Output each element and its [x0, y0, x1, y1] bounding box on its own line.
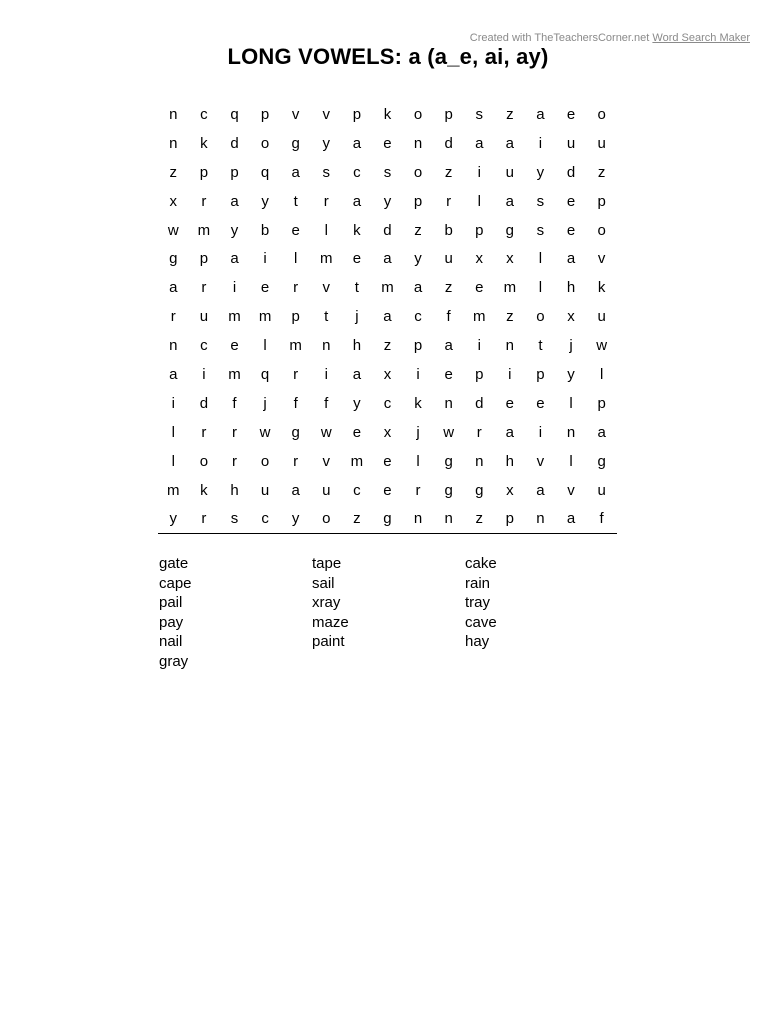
grid-letter: f: [232, 394, 237, 412]
grid-letter: w: [596, 337, 608, 355]
grid-letter: i: [416, 366, 420, 384]
grid-letter: o: [597, 106, 606, 123]
grid-letter: e: [383, 134, 392, 152]
grid-letter: c: [200, 106, 208, 123]
grid-row: [158, 332, 617, 361]
grid-letter: n: [413, 510, 423, 528]
grid-letter: r: [201, 510, 207, 528]
grid-letter: l: [477, 192, 481, 210]
word-column: [465, 554, 615, 652]
grid-letter: t: [324, 308, 329, 326]
grid-letter: t: [538, 337, 543, 355]
credit-line: [470, 32, 750, 44]
grid-letter: p: [536, 366, 545, 384]
grid-letter: a: [536, 481, 545, 499]
grid-letter: e: [566, 106, 576, 123]
grid-letter: o: [597, 221, 606, 239]
grid-letter: e: [475, 279, 484, 297]
grid-letter: e: [383, 481, 392, 499]
grid-letter: n: [475, 452, 484, 470]
grid-row: [158, 303, 617, 332]
grid-letter: u: [566, 134, 576, 152]
letter-grid: [158, 101, 617, 534]
grid-letter: y: [230, 221, 239, 239]
grid-letter: n: [566, 423, 576, 441]
grid-letter: u: [597, 134, 606, 152]
grid-letter: i: [508, 366, 512, 384]
grid-letter: j: [416, 423, 420, 441]
grid-letter: a: [566, 510, 576, 528]
grid-letter: a: [536, 106, 545, 123]
grid-letter: z: [383, 337, 392, 355]
grid-letter: m: [228, 308, 241, 326]
grid-letter: x: [169, 192, 178, 210]
grid-letter: a: [291, 481, 300, 499]
grid-letter: i: [538, 134, 543, 152]
grid-letter: p: [199, 250, 209, 268]
grid-letter: r: [415, 481, 421, 499]
grid-letter: r: [231, 423, 237, 441]
grid-letter: f: [293, 394, 298, 412]
grid-letter: a: [505, 423, 514, 441]
grid-letter: j: [263, 394, 267, 412]
grid-letter: f: [446, 308, 451, 326]
word-item: paint: [312, 633, 345, 650]
grid-letter: e: [566, 192, 576, 210]
grid-letter: n: [536, 510, 545, 528]
grid-letter: o: [260, 134, 270, 152]
grid-row: [158, 419, 617, 448]
grid-row: [158, 101, 617, 130]
grid-letter: p: [413, 337, 423, 355]
grid-letter: r: [201, 192, 207, 210]
grid-letter: d: [383, 221, 392, 239]
grid-row: [158, 274, 617, 303]
grid-letter: i: [202, 366, 206, 384]
grid-row: [158, 390, 617, 419]
grid-letter: x: [383, 423, 392, 441]
grid-letter: p: [475, 221, 484, 239]
grid-letter: y: [291, 510, 300, 528]
grid-letter: s: [383, 163, 392, 181]
grid-letter: a: [383, 308, 392, 326]
word-item: rain: [465, 574, 491, 592]
grid-letter: v: [597, 250, 606, 268]
grid-letter: k: [200, 481, 208, 499]
grid-letter: g: [475, 481, 484, 499]
grid-letter: a: [169, 279, 178, 297]
grid-letter: r: [170, 308, 176, 326]
grid-letter: v: [322, 452, 331, 470]
grid-letter: p: [505, 510, 514, 528]
grid-letter: g: [444, 452, 453, 470]
grid-letter: f: [324, 394, 329, 412]
grid-letter: l: [599, 366, 604, 384]
grid-letter: p: [260, 106, 270, 123]
grid-letter: l: [263, 337, 267, 355]
grid-letter: v: [291, 106, 300, 123]
grid-letter: r: [293, 279, 299, 297]
grid-letter: e: [291, 221, 300, 239]
word-item: sail: [312, 574, 335, 592]
grid-letter: e: [505, 394, 514, 412]
grid-row: [158, 361, 617, 390]
grid-letter: a: [383, 250, 392, 268]
grid-letter: g: [383, 510, 392, 528]
grid-divider: [158, 533, 617, 534]
grid-letter: l: [324, 221, 328, 239]
grid-letter: b: [444, 221, 453, 239]
grid-letter: a: [566, 250, 576, 268]
word-item: cape: [159, 574, 192, 592]
grid-letter: z: [414, 221, 422, 239]
grid-letter: a: [352, 134, 362, 152]
grid-letter: m: [472, 308, 486, 326]
grid-letter: e: [566, 221, 576, 239]
grid-letter: h: [566, 279, 576, 297]
grid-letter: i: [477, 163, 481, 181]
grid-letter: u: [260, 481, 270, 499]
grid-letter: f: [599, 510, 604, 528]
grid-letter: v: [536, 452, 545, 470]
grid-letter: s: [230, 510, 239, 528]
grid-letter: i: [171, 394, 175, 412]
grid-letter: a: [505, 192, 514, 210]
grid-letter: e: [444, 366, 453, 384]
grid-letter: y: [536, 163, 545, 181]
grid-letter: e: [260, 279, 270, 297]
grid-letter: c: [261, 510, 269, 528]
grid-letter: p: [597, 192, 606, 210]
grid-letter: o: [322, 510, 331, 528]
grid-letter: m: [289, 337, 302, 355]
grid-letter: y: [383, 192, 392, 210]
grid-letter: w: [259, 423, 271, 441]
grid-letter: l: [569, 394, 573, 412]
grid-letter: w: [167, 221, 179, 239]
grid-letter: n: [444, 394, 453, 412]
grid-letter: u: [444, 250, 453, 268]
word-item: maze: [312, 613, 349, 631]
grid-row: [158, 245, 617, 274]
grid-letter: c: [353, 163, 361, 181]
grid-letter: r: [476, 423, 482, 441]
grid-letter: r: [201, 279, 207, 297]
grid-letter: i: [263, 250, 267, 268]
grid-letter: p: [475, 366, 484, 384]
grid-letter: s: [536, 192, 545, 210]
grid-row: [158, 448, 617, 477]
grid-letter: r: [446, 192, 452, 210]
grid-letter: m: [381, 279, 394, 297]
grid-letter: w: [320, 423, 332, 441]
grid-letter: q: [260, 366, 270, 384]
grid-letter: y: [261, 192, 269, 210]
grid-letter: l: [171, 452, 175, 470]
grid-letter: g: [169, 250, 178, 268]
grid-letter: y: [414, 250, 422, 268]
grid-letter: p: [199, 163, 209, 181]
grid-letter: a: [444, 337, 453, 355]
grid-letter: w: [443, 423, 455, 441]
word-item: pail: [159, 594, 183, 611]
grid-letter: c: [383, 394, 392, 412]
grid-letter: r: [323, 192, 329, 210]
grid-letter: n: [413, 134, 423, 152]
grid-letter: t: [354, 279, 359, 297]
grid-letter: y: [567, 366, 575, 384]
grid-letter: n: [169, 106, 178, 123]
grid-letter: n: [169, 134, 178, 152]
grid-letter: a: [597, 423, 606, 441]
word-column: [312, 554, 462, 652]
grid-letter: x: [383, 366, 392, 384]
grid-letter: m: [258, 308, 272, 326]
grid-letter: a: [291, 163, 300, 181]
grid-letter: u: [199, 308, 209, 326]
grid-letter: p: [352, 106, 362, 123]
grid-letter: d: [230, 134, 239, 152]
grid-letter: k: [353, 221, 361, 239]
grid-letter: l: [569, 452, 573, 470]
grid-letter: a: [352, 366, 362, 384]
grid-letter: l: [171, 423, 175, 441]
grid-letter: a: [352, 192, 362, 210]
grid-letter: m: [197, 221, 211, 239]
grid-row: [158, 159, 617, 188]
grid-letter: g: [444, 481, 453, 499]
grid-letter: z: [353, 510, 361, 528]
grid-letter: x: [506, 481, 514, 499]
grid-letter: o: [199, 452, 209, 470]
grid-letter: i: [477, 337, 481, 355]
grid-letter: p: [444, 106, 453, 123]
grid-letter: n: [444, 510, 453, 528]
word-search-maker-link[interactable]: Word Search Maker: [652, 32, 750, 44]
grid-letter: u: [505, 163, 514, 181]
grid-letter: p: [291, 308, 300, 326]
grid-letter: m: [320, 250, 333, 268]
grid-letter: a: [230, 250, 239, 268]
grid-letter: q: [230, 106, 239, 123]
grid-row: [158, 505, 617, 534]
grid-letter: d: [199, 394, 209, 412]
grid-letter: v: [322, 106, 331, 123]
grid-letter: n: [505, 337, 514, 355]
grid-letter: z: [597, 163, 606, 181]
grid-row: [158, 217, 617, 246]
grid-letter: l: [294, 250, 298, 268]
grid-letter: y: [169, 510, 178, 528]
grid-letter: r: [231, 452, 237, 470]
grid-letter: i: [232, 279, 237, 297]
word-item: tape: [312, 555, 342, 572]
grid-letter: g: [505, 221, 514, 239]
grid-letter: i: [324, 366, 328, 384]
grid-letter: m: [503, 279, 517, 297]
grid-letter: b: [260, 221, 270, 239]
grid-letter: a: [475, 134, 484, 152]
grid-letter: a: [169, 366, 178, 384]
grid-letter: g: [597, 452, 606, 470]
grid-letter: h: [230, 481, 239, 499]
grid-letter: e: [383, 452, 392, 470]
grid-letter: e: [536, 394, 545, 412]
grid-letter: z: [475, 510, 483, 528]
grid-letter: v: [567, 481, 575, 499]
grid-letter: p: [597, 394, 606, 412]
grid-row: [158, 188, 617, 217]
grid-letter: s: [536, 221, 545, 239]
grid-row: [158, 477, 617, 506]
grid-letter: e: [352, 250, 362, 268]
grid-letter: j: [569, 337, 573, 355]
grid-letter: k: [200, 134, 208, 152]
grid-letter: k: [414, 394, 422, 412]
grid-letter: e: [352, 423, 362, 441]
word-item: nail: [159, 633, 183, 650]
word-item: gray: [159, 652, 189, 670]
grid-letter: d: [444, 134, 453, 152]
grid-letter: c: [353, 481, 361, 499]
grid-letter: p: [230, 163, 239, 181]
grid-letter: c: [200, 337, 208, 355]
grid-letter: n: [322, 337, 331, 355]
grid-letter: s: [475, 106, 483, 123]
grid-letter: u: [322, 481, 331, 499]
grid-letter: u: [597, 481, 606, 499]
word-item: cake: [465, 555, 497, 572]
grid-letter: r: [293, 452, 299, 470]
grid-letter: o: [413, 163, 423, 181]
grid-letter: z: [444, 279, 453, 297]
grid-letter: c: [414, 308, 422, 326]
grid-letter: y: [353, 394, 361, 412]
grid-letter: j: [355, 308, 359, 326]
grid-letter: a: [505, 134, 514, 152]
grid-letter: x: [506, 250, 514, 268]
word-column: [159, 554, 309, 671]
grid-letter: p: [413, 192, 423, 210]
grid-letter: g: [291, 134, 300, 152]
word-item: cave: [465, 613, 497, 631]
grid-row: [158, 130, 617, 159]
grid-letter: i: [538, 423, 543, 441]
grid-letter: d: [566, 163, 576, 181]
grid-letter: v: [322, 279, 331, 297]
grid-letter: a: [413, 279, 423, 297]
grid-letter: z: [444, 163, 453, 181]
grid-letter: m: [228, 366, 241, 384]
grid-letter: m: [167, 481, 180, 499]
word-item: tray: [465, 594, 491, 611]
grid-letter: z: [506, 106, 514, 123]
grid-letter: o: [536, 308, 545, 326]
grid-letter: y: [322, 134, 331, 152]
grid-letter: t: [293, 192, 298, 210]
grid-letter: q: [260, 163, 270, 181]
grid-letter: g: [291, 423, 300, 441]
grid-letter: h: [505, 452, 514, 470]
grid-letter: h: [352, 337, 362, 355]
grid-letter: l: [416, 452, 420, 470]
grid-letter: o: [413, 106, 423, 123]
grid-letter: l: [538, 279, 543, 297]
grid-letter: r: [201, 423, 207, 441]
grid-letter: m: [350, 452, 364, 470]
word-item: gate: [159, 555, 189, 572]
grid-letter: x: [567, 308, 575, 326]
grid-letter: d: [475, 394, 484, 412]
word-item: xray: [312, 594, 341, 611]
grid-letter: k: [383, 106, 392, 123]
grid-letter: e: [230, 337, 239, 355]
word-item: hay: [465, 633, 490, 650]
credit-text: Created with TheTeachersCorner.net: [469, 32, 650, 44]
grid-letter: u: [597, 308, 606, 326]
grid-letter: l: [538, 250, 543, 268]
grid-letter: r: [293, 366, 299, 384]
page-title: LONG VOWELS: a (a_e, ai, ay): [227, 44, 549, 69]
grid-letter: a: [230, 192, 239, 210]
grid-letter: o: [260, 452, 270, 470]
word-item: pay: [159, 613, 184, 631]
grid-letter: x: [475, 250, 483, 268]
grid-letter: s: [322, 163, 331, 181]
grid-letter: k: [597, 279, 606, 297]
grid-letter: z: [506, 308, 514, 326]
grid-letter: n: [169, 337, 178, 355]
grid-letter: z: [169, 163, 178, 181]
